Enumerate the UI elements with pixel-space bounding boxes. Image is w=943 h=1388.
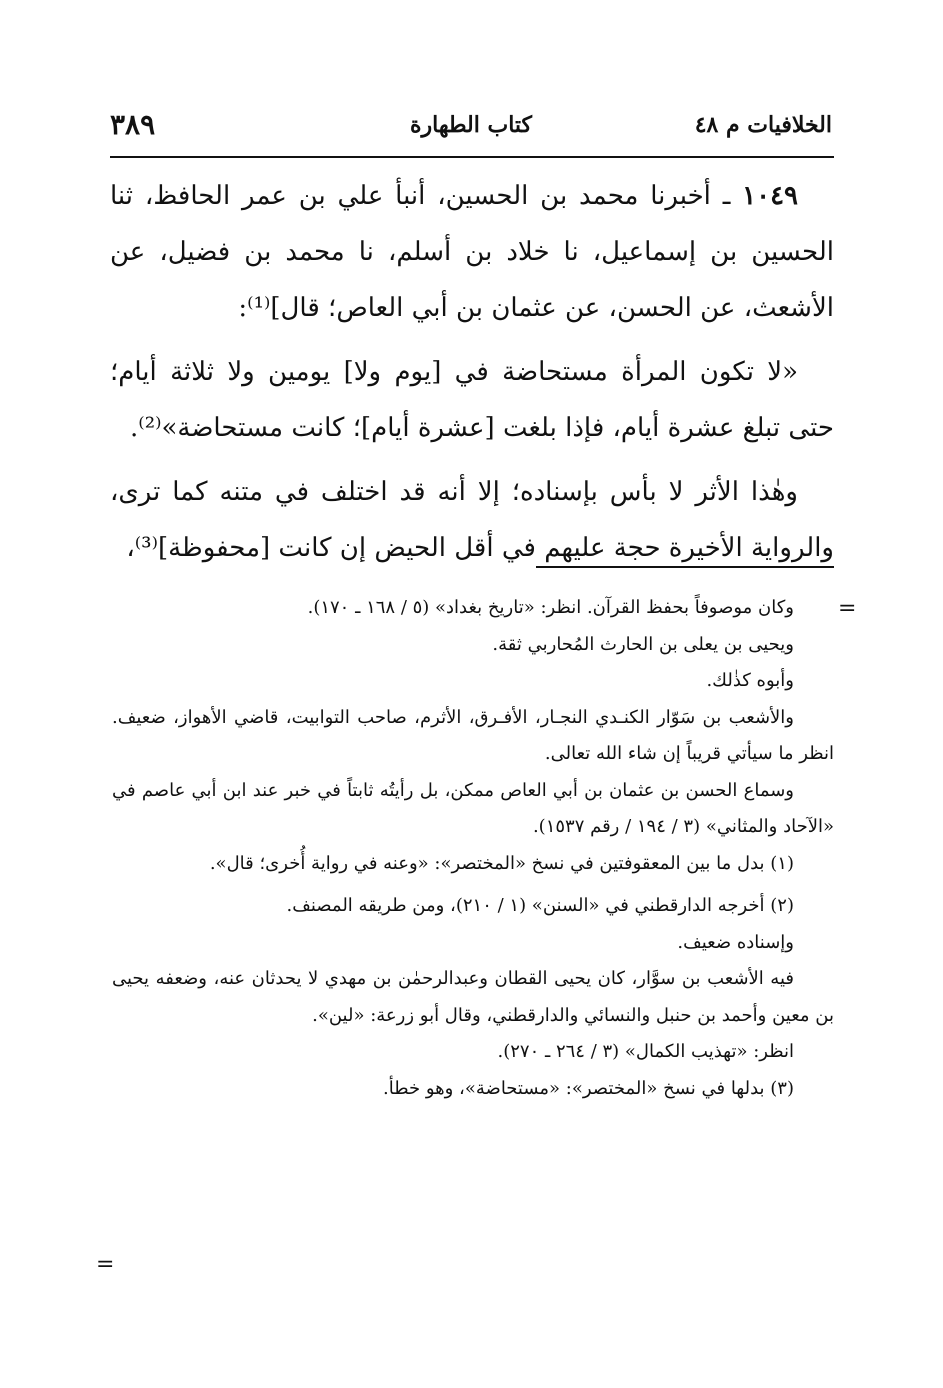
footnotes <box>112 590 834 1107</box>
hadith-number: ١٠٤٩ <box>742 181 798 211</box>
main-text <box>110 168 834 584</box>
page-header <box>110 108 832 152</box>
footnote-line: ويحيى بن يعلى بن الحارث المُحاربي ثقة. <box>492 633 794 655</box>
footnote-line: وسماع الحسن بن عثمان بن أبي العاص ممكن، بل رأيتُه ثابتاً في خبر عند ابن أبي عاصم في «الآحاد والمثاني» (٣ / ١٩٤ / رقم ١٥٣٧). <box>112 779 834 837</box>
commentary-paragraph: وهٰذا الأثر لا بأس بإسناده؛ إلا أنه قد اختلف في متنه كما ترى، والرواية الأخيرة حجة عليهم في أقل الحيض إن كانت [محفوظة]⁽³⁾، <box>110 477 834 563</box>
footnote-line: وكان موصوفاً بحفظ القرآن. انظر: «تاريخ بغداد» (٥ / ١٦٨ ـ ١٧٠). <box>307 597 794 618</box>
footnote-line: والأشعب بن سَوّار الكنـدي النجـار، الأفـرق، الأثرم، صاحب التوابيت، قاضي الأهواز، ضعيف. انظر ما سيأتي قريباً إن شاء الله تعالى. <box>112 706 834 764</box>
footnote-line: انظر: «تهذيب الكمال» (٣ / ٢٦٤ ـ ٢٧٠). <box>497 1041 794 1062</box>
footnote-3: (٣) بدلها في نسخ «المختصر»: «مستحاضة»، وهو خطأ. <box>383 1077 794 1099</box>
footnote-continuation-marker: = <box>838 596 857 621</box>
footnote-line: وإسناده ضعيف. <box>677 931 794 953</box>
footnote-line: فيه الأشعب بن سوَّار، كان يحيى القطان وعبدالرحمٰن بن مهدي لا يحدثان عنه، وضعفه يحيى بن معين وأحمد بن حنبل والنسائي والدارقطني، وقال أبو زرعة: «لين». <box>112 968 834 1026</box>
hadith-text: ـ أخبرنا محمد بن الحسين، أنبأ علي بن عمر الحافظ، ثنا الحسين بن إسماعيل، نا خلاد بن أسلم، نا محمد بن فضيل، عن الأشعث، عن الحسن، عن عثمان بن أبي العاص؛ قال]⁽¹⁾: <box>110 181 834 323</box>
footnote-rule <box>536 566 834 568</box>
running-title-volume: الخلافيات م ٤٨ <box>694 112 832 138</box>
quote-paragraph: «لا تكون المرأة مستحاضة في [يوم ولا] يومين ولا ثلاثة أيام؛ حتى تبلغ عشرة أيام، فإذا بلغت [عشرة أيام]؛ كانت مستحاضة»⁽²⁾. <box>110 357 834 443</box>
footnote-end-marker: = <box>96 1252 115 1277</box>
footnote-2: (٢) أخرجه الدارقطني في «السنن» (١ / ٢١٠)، ومن طريقه المصنف. <box>286 895 794 916</box>
header-rule <box>110 156 834 158</box>
page-number: ٣٨٩ <box>110 108 156 141</box>
hadith-paragraph <box>110 168 834 336</box>
running-title-chapter: كتاب الطهارة <box>409 112 533 138</box>
footnote-1: (١) بدل ما بين المعقوفتين في نسخ «المختصر»: «وعنه في رواية أُخرى؛ قال». <box>209 852 794 874</box>
footnote-line: وأبوه كذٰلك. <box>706 670 794 691</box>
